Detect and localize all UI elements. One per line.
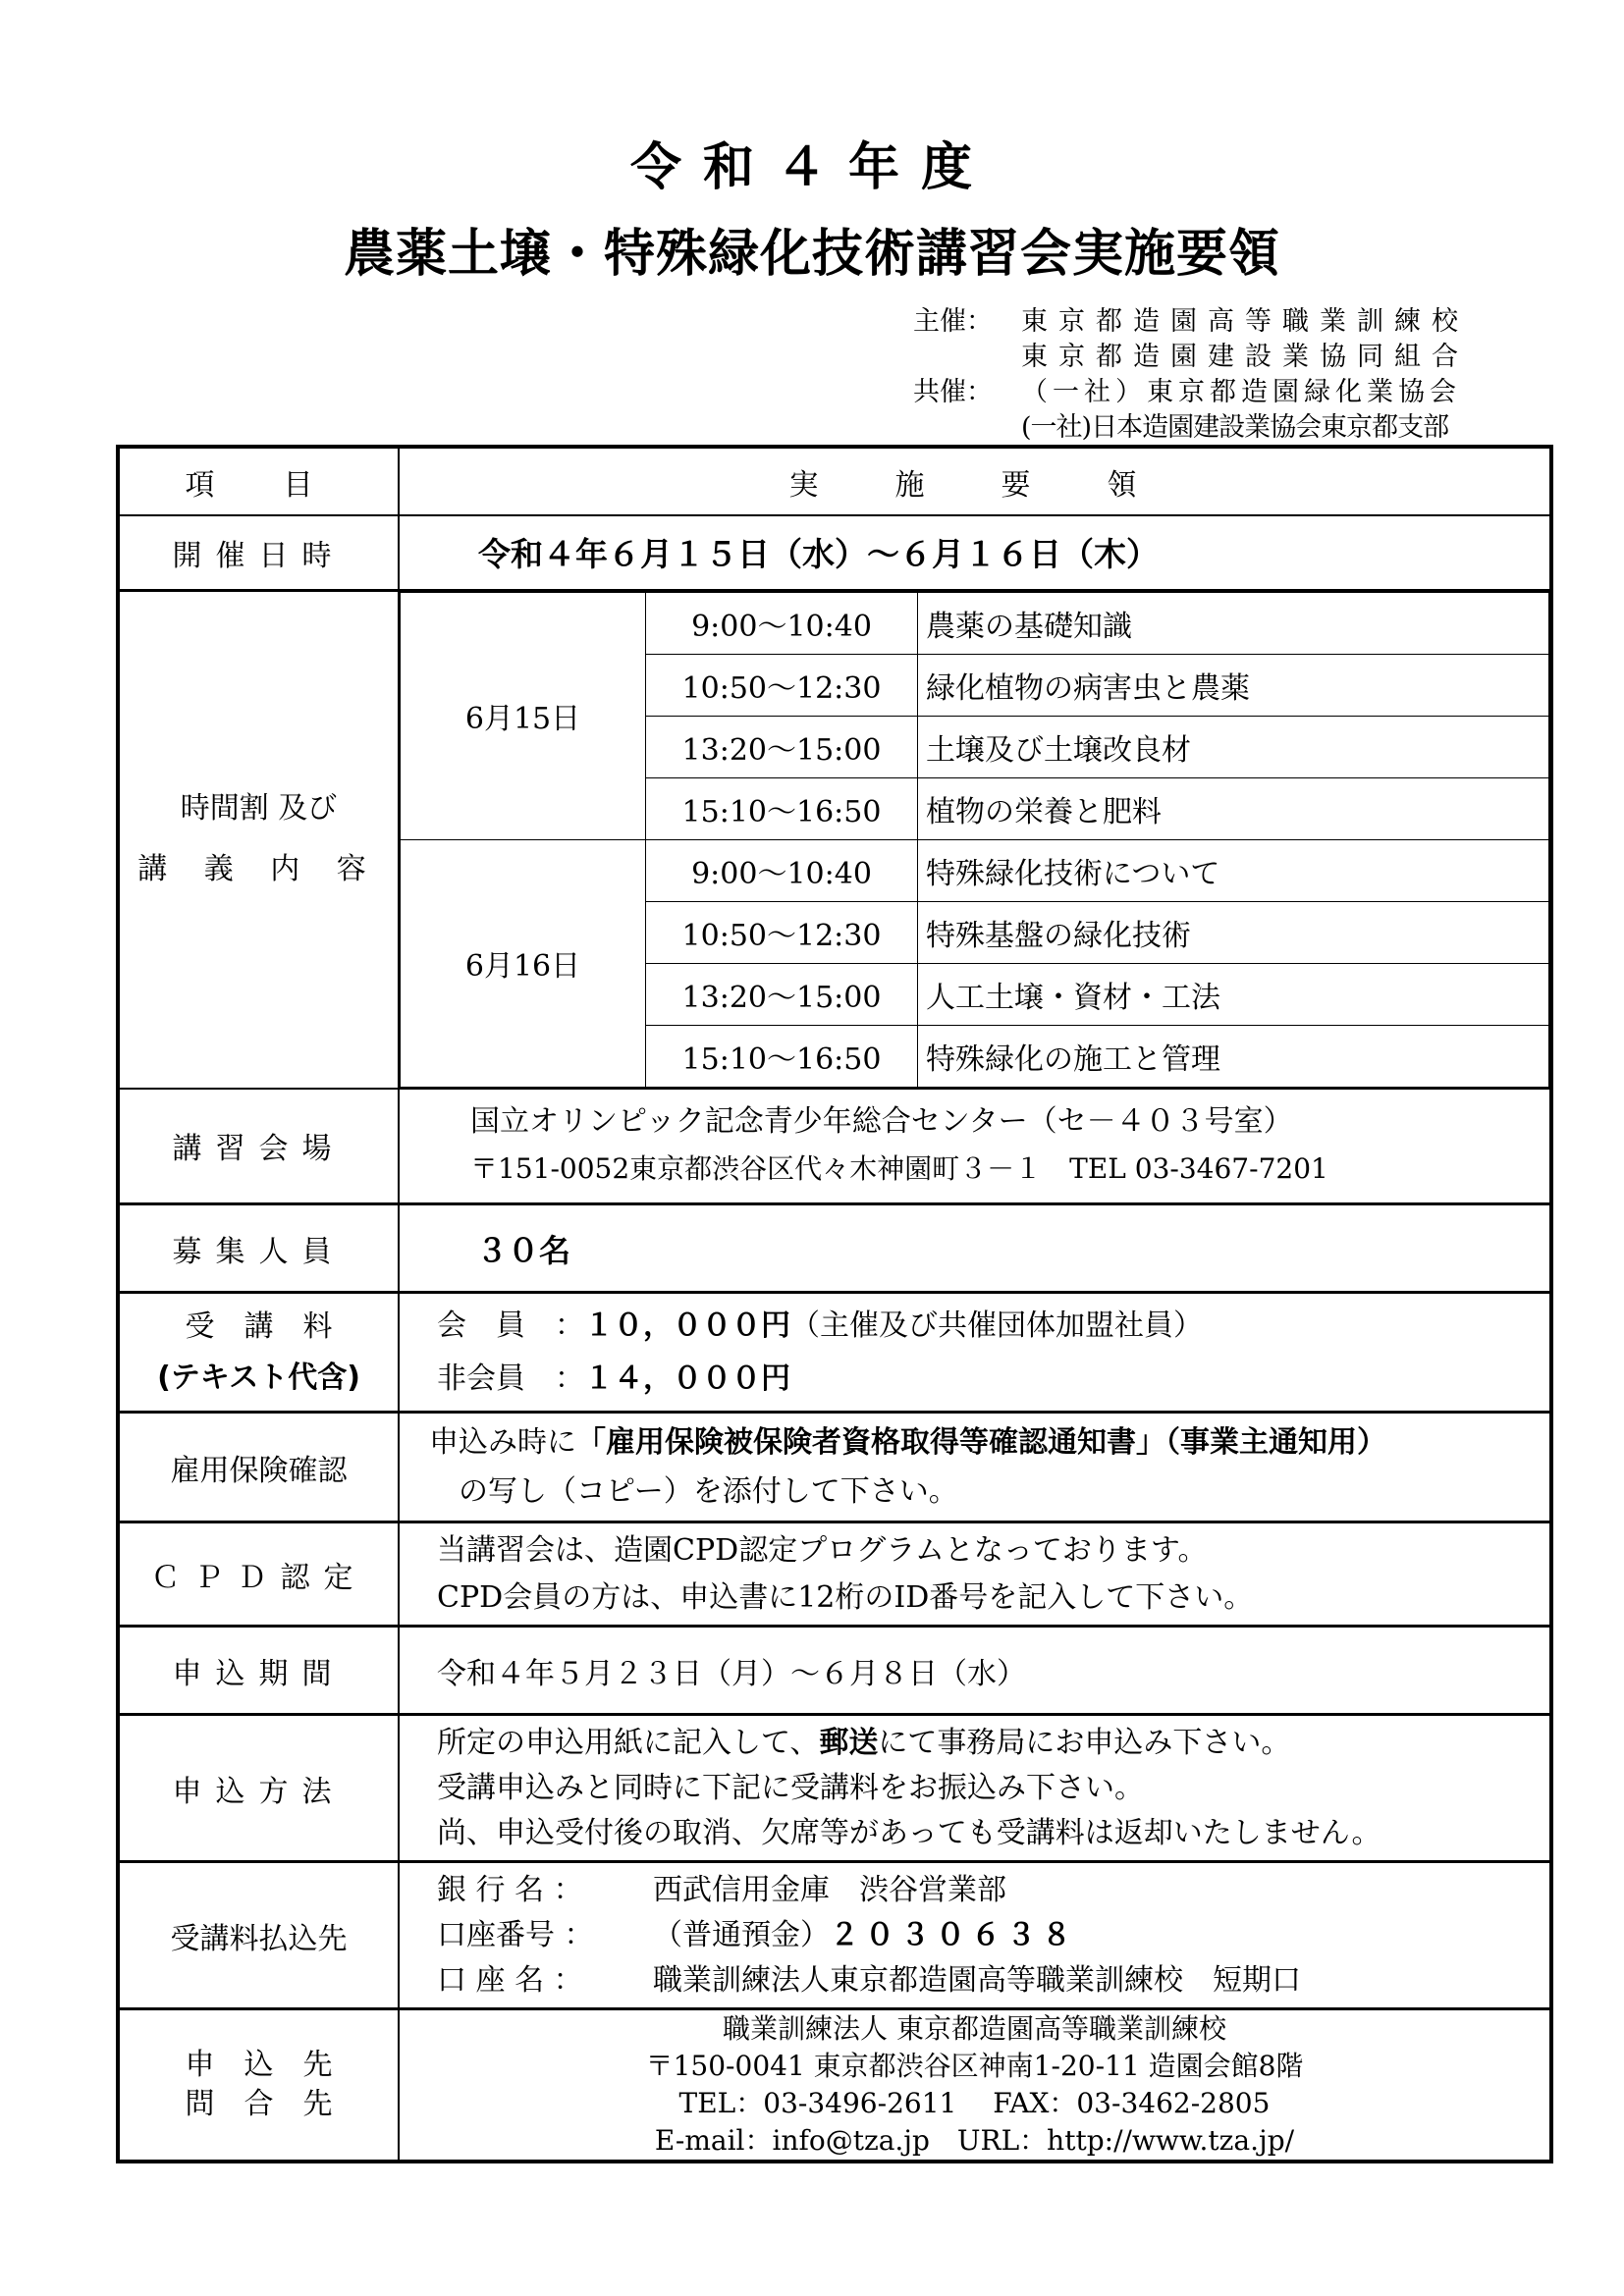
account-name-value: 職業訓練法人東京都造園高等職業訓練校 短期口 [653, 1962, 1301, 1998]
venue-cell [399, 1089, 1551, 1204]
fee-member-value: １０，０００円 [584, 1308, 790, 1343]
fee-member-label: 会 員 ： [437, 1308, 584, 1343]
insurance-cell [399, 1413, 1551, 1522]
capacity-label: 募集人員 [118, 1204, 399, 1293]
contact-label [118, 2009, 399, 2163]
schedule-cell [399, 590, 1551, 1089]
contact-label-1: 申 込 先 [185, 2048, 333, 2082]
payment-label: 受講料払込先 [118, 1862, 399, 2009]
session-time: 13:20～15:00 [646, 963, 918, 1025]
session-topic: 農薬の基礎知識 [918, 592, 1549, 654]
contact-web: E-mail：info@tza.jp URL：http://www.tza.jp/ [654, 2124, 1295, 2157]
period-value: 令和４年５月２３日（月）～６月８日（水） [399, 1627, 1551, 1715]
session-time: 10:50～12:30 [646, 654, 918, 716]
account-no-label: 口座番号 ： [437, 1917, 594, 1952]
insurance-label: 雇用保険確認 [118, 1413, 399, 1522]
fee-nonmember-value: １４，０００円 [584, 1361, 790, 1396]
method-line-3: 尚、申込受付後の取消、欠席等があっても受講料は返却いたしません。 [437, 1815, 1381, 1850]
schedule-label [118, 590, 399, 1089]
document-title: 農薬土壌・特殊緑化技術講習会実施要領 [343, 225, 1280, 284]
method-line-1a: 所定の申込用紙に記入して、 [437, 1725, 820, 1760]
header-item-cell [118, 447, 399, 515]
session-time: 13:20～15:00 [646, 716, 918, 777]
session-time: 9:00～10:40 [646, 592, 918, 654]
session-time: 15:10～16:50 [646, 777, 918, 839]
cpd-line-1: 当講習会は、造園CPD認定プログラムとなっております。 [437, 1532, 1208, 1568]
fee-label [118, 1293, 399, 1413]
cohost-2: (一社)日本造園建設業協会東京都支部 [1021, 412, 1449, 443]
year-title: 令和４年度 [629, 138, 994, 197]
bank-label: 銀 行 名 ： [437, 1872, 583, 1907]
account-type: （普通預金） [653, 1917, 830, 1952]
contact-phone: TEL：03-3496-2611 FAX：03-3462-2805 [678, 2087, 1271, 2119]
method-mail: 郵送 [819, 1725, 879, 1760]
venue-address: 〒151-0052東京都渋谷区代々木神園町３－１ TEL 03-3467-7201 [470, 1152, 1328, 1186]
session-topic: 緑化植物の病害虫と農薬 [918, 654, 1549, 716]
session-topic: 特殊緑化技術について [918, 839, 1549, 901]
account-name-label: 口 座 名 ： [437, 1962, 583, 1998]
cpd-line-2: CPD会員の方は、申込書に12桁のID番号を記入して下さい。 [437, 1579, 1254, 1615]
organizers [913, 304, 1546, 446]
contact-address: 〒150-0041 東京都渋谷区神南1-20-11 造園会館8階 [645, 2050, 1304, 2082]
session-topic: 人工土壌・資材・工法 [918, 963, 1549, 1025]
session-time: 15:10～16:50 [646, 1025, 918, 1087]
fee-member-note: （主催及び共催団体加盟社員） [790, 1308, 1203, 1343]
method-label: 申込方法 [118, 1715, 399, 1862]
session-topic: 植物の栄養と肥料 [918, 777, 1549, 839]
day-label: 6月16日 [401, 839, 646, 1087]
host-1: 東京都造園高等職業訓練校 [1021, 306, 1469, 337]
insurance-document: 「雇用保険被保険者資格取得等確認通知書」（事業主通知用） [576, 1424, 1386, 1460]
date-value: 令和４年６月１５日（水）～６月１６日（木） [399, 515, 1551, 590]
payment-cell [399, 1862, 1551, 2009]
host-2: 東京都造園建設業協同組合 [1021, 342, 1469, 372]
account-no-value: ２０３０６３８ [830, 1917, 1077, 1952]
bank-value: 西武信用金庫 渋谷営業部 [653, 1872, 1006, 1907]
contact-cell [399, 2009, 1551, 2163]
header-item: 項 目 [185, 467, 333, 503]
day-label: 6月15日 [401, 592, 646, 839]
details-table [116, 445, 1553, 2163]
schedule-label-2: 講 義 内 容 [137, 852, 380, 886]
insurance-line-2: の写し（コピー）を添付して下さい。 [459, 1473, 958, 1509]
method-line-2: 受講申込みと同時に下記に受講料をお振込み下さい。 [437, 1770, 1144, 1805]
fee-nonmember-label: 非会員 ： [437, 1361, 584, 1396]
period-label: 申込期間 [118, 1627, 399, 1715]
header-content: 実 施 要 領 [788, 467, 1161, 503]
method-line-1b: にて事務局にお申込み下さい。 [878, 1725, 1291, 1760]
venue-label: 講習会場 [118, 1089, 399, 1204]
session-time: 9:00～10:40 [646, 839, 918, 901]
method-cell [399, 1715, 1551, 1862]
cohost-label: 共催： [913, 377, 993, 407]
session-time: 10:50～12:30 [646, 901, 918, 963]
fee-cell [399, 1293, 1551, 1413]
fee-label-1: 受 講 料 [185, 1308, 333, 1344]
cpd-label: ＣＰＤ認定 [118, 1522, 399, 1627]
schedule-label-1: 時間割 及び [180, 791, 338, 826]
session-topic: 特殊基盤の緑化技術 [918, 901, 1549, 963]
fee-label-2: (テキスト代含) [157, 1360, 360, 1395]
session-topic: 土壌及び土壌改良材 [918, 716, 1549, 777]
schedule-row [401, 592, 1549, 654]
date-label: 開催日時 [118, 515, 399, 590]
header-content-cell [399, 447, 1551, 515]
schedule-row [401, 839, 1549, 901]
venue-name: 国立オリンピック記念青少年総合センター（セ－４０３号室） [470, 1104, 1293, 1140]
schedule-table [400, 592, 1549, 1088]
contact-org: 職業訓練法人 東京都造園高等職業訓練校 [723, 2012, 1226, 2045]
session-topic: 特殊緑化の施工と管理 [918, 1025, 1549, 1087]
cpd-cell [399, 1522, 1551, 1627]
contact-label-2: 問 合 先 [185, 2087, 333, 2121]
insurance-prefix: 申込み時に [429, 1424, 576, 1460]
capacity-value: ３０名 [399, 1204, 1551, 1293]
cohost-1: （一社）東京都造園緑化業協会 [1021, 377, 1461, 407]
host-label: 主催： [913, 306, 993, 337]
